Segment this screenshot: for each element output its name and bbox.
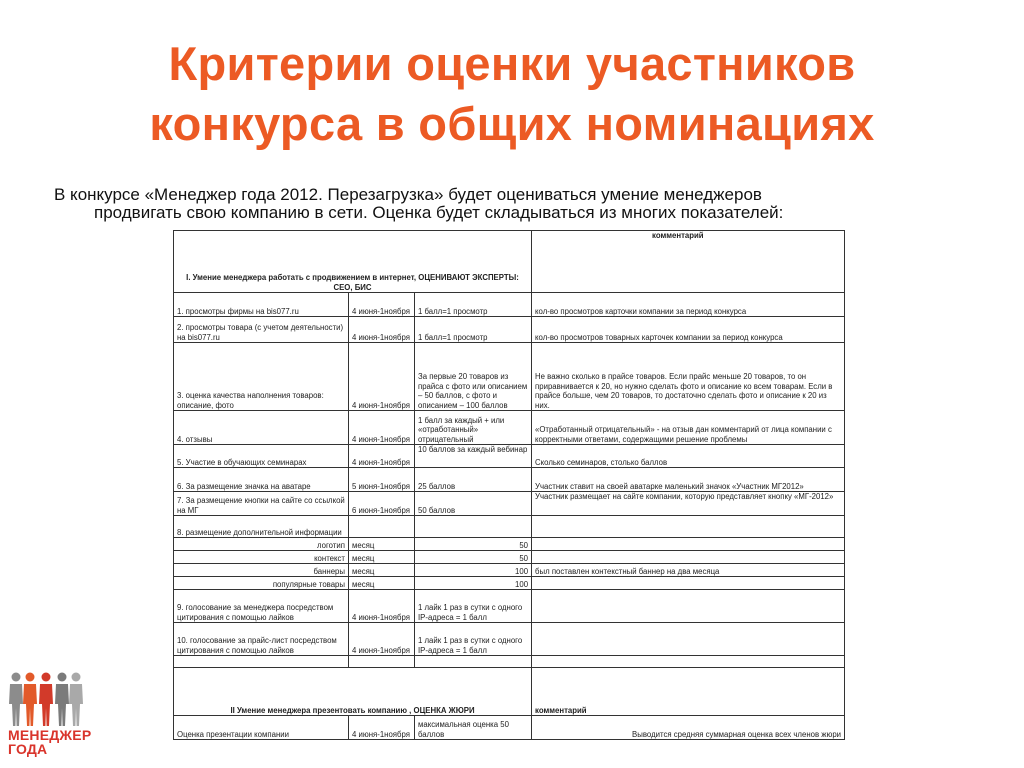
- row-name: 4. отзывы: [174, 411, 349, 445]
- row-comment: Участник размещает на сайте компании, которую представляет кнопку «МГ-2012»: [532, 492, 845, 516]
- section1-header: I. Умение менеджера работать с продвижением в интернет, ОЦЕНИВАЮТ ЭКСПЕРТЫ: СЕО, БИС: [174, 231, 532, 293]
- row-score: 1 балл за каждый + или «отработанный» отрицательный: [415, 411, 532, 445]
- section2-header: II Умение менеджера презентовать компанию , ОЦЕНКА ЖЮРИ: [174, 668, 532, 716]
- row-comment: Участник ставит на своей аватарке маленький значок «Участник МГ2012»: [532, 468, 845, 492]
- row-period: месяц: [349, 538, 415, 551]
- figure-head: [12, 673, 21, 682]
- figure-body: [39, 684, 53, 726]
- row-period: 6 июня-1ноября: [349, 492, 415, 516]
- row-name: логотип: [174, 538, 349, 551]
- row-name: 3. оценка качества наполнения товаров: описание, фото: [174, 343, 349, 411]
- row-name: 6. За размещение значка на аватаре: [174, 468, 349, 492]
- row-score: максимальная оценка 50 баллов: [415, 716, 532, 740]
- row-period: 4 июня-1ноября: [349, 411, 415, 445]
- table-row: [174, 293, 845, 317]
- table-row: [174, 577, 845, 590]
- row-comment: [532, 551, 845, 564]
- logo: [8, 668, 92, 764]
- table-row: [174, 343, 845, 411]
- title-line-1: Критерии оценки участников: [168, 37, 856, 90]
- figure-body: [9, 684, 23, 726]
- intro-line-2: продвигать свою компанию в сети. Оценка будет складываться из многих показателей:: [94, 203, 784, 222]
- table-row: [174, 656, 845, 668]
- row-period: месяц: [349, 564, 415, 577]
- criteria-table: [173, 230, 845, 740]
- row-comment: Сколько семинаров, столько баллов: [532, 445, 845, 468]
- table-row: [174, 538, 845, 551]
- section2-header-row: [174, 668, 845, 716]
- row-name: 10. голосование за прайс-лист посредством цитирования с помощью лайков: [174, 623, 349, 656]
- row-name: 1. просмотры фирмы на bis077.ru: [174, 293, 349, 317]
- table-row: [174, 445, 845, 468]
- row-comment: «Отработанный отрицательный» - на отзыв дан комментарий от лица компании с корректными ответами, содержащими решение проблемы: [532, 411, 845, 445]
- table-row: [174, 411, 845, 445]
- comment-header: комментарий: [532, 231, 845, 293]
- logo-line-2: ГОДА: [8, 741, 48, 757]
- row-period: 4 июня-1ноября: [349, 317, 415, 343]
- table-row: [174, 590, 845, 623]
- row-score: За первые 20 товаров из прайса с фото или описанием – 50 баллов, с фото и описанием – 100 баллов: [415, 343, 532, 411]
- table-row: [174, 492, 845, 516]
- table-row: [174, 551, 845, 564]
- row-period: 5 июня-1ноября: [349, 468, 415, 492]
- row-name: Оценка презентации компании: [174, 716, 349, 740]
- row-comment: [532, 623, 845, 656]
- row-name: 9. голосование за менеджера посредством цитирования с помощью лайков: [174, 590, 349, 623]
- table-row: [174, 516, 845, 538]
- row-period: 4 июня-1ноября: [349, 623, 415, 656]
- row-period: 4 июня-1ноября: [349, 293, 415, 317]
- table-row: [174, 716, 845, 740]
- row-score: 50 баллов: [415, 492, 532, 516]
- row-comment: Выводится средняя суммарная оценка всех членов жюри: [532, 716, 845, 740]
- row-name: популярные товары: [174, 577, 349, 590]
- row-comment: Не важно сколько в прайсе товаров. Если прайс меньше 20 товаров, то он приравнивается к 20, но нужно сделать фото и описание ко всем товарам. Если в прайсе больше, чем 20 товаров, то достаточно сделать фото и описание к 20 из них.: [532, 343, 845, 411]
- intro-text: [54, 186, 954, 222]
- row-comment: был поставлен контекстный баннер на два месяца: [532, 564, 845, 577]
- logo-line-1: МЕНЕДЖЕР: [8, 727, 92, 743]
- row-name: 5. Участие в обучающих семинарах: [174, 445, 349, 468]
- figure-head: [72, 673, 81, 682]
- figure-body: [55, 684, 69, 726]
- row-score: 10 баллов за каждый вебинар: [415, 445, 532, 468]
- row-score: 50: [415, 538, 532, 551]
- section2-comment-header: комментарий: [532, 668, 845, 716]
- row-period: месяц: [349, 551, 415, 564]
- figure-body: [69, 684, 83, 726]
- section1-header-row: [174, 231, 845, 293]
- row-score: 1 лайк 1 раз в сутки с одного IP-адреса = 1 балл: [415, 590, 532, 623]
- page-title: [0, 34, 1024, 154]
- figure-body: [23, 684, 37, 726]
- people-figures-icon: [8, 668, 88, 728]
- row-period: 4 июня-1ноября: [349, 445, 415, 468]
- figure-head: [42, 673, 51, 682]
- row-comment: [532, 538, 845, 551]
- title-line-2: конкурса в общих номинациях: [149, 97, 875, 150]
- row-name: 8. размещение дополнительной информации: [174, 516, 349, 538]
- figure-head: [58, 673, 67, 682]
- row-score: 25 баллов: [415, 468, 532, 492]
- row-period: 4 июня-1ноября: [349, 590, 415, 623]
- row-name: контекст: [174, 551, 349, 564]
- table-row: [174, 564, 845, 577]
- table-row: [174, 317, 845, 343]
- row-score: 100: [415, 577, 532, 590]
- intro-line-1: В конкурсе «Менеджер года 2012. Перезагрузка» будет оцениваться умение менеджеров: [54, 185, 762, 204]
- row-score: 50: [415, 551, 532, 564]
- table-row: [174, 623, 845, 656]
- table-row: [174, 468, 845, 492]
- row-name: 7. За размещение кнопки на сайте со ссылкой на МГ: [174, 492, 349, 516]
- row-name: баннеры: [174, 564, 349, 577]
- row-comment: кол-во просмотров товарных карточек компании за период конкурса: [532, 317, 845, 343]
- row-score: 100: [415, 564, 532, 577]
- row-score: 1 балл=1 просмотр: [415, 293, 532, 317]
- figure-head: [26, 673, 35, 682]
- row-comment: [532, 577, 845, 590]
- row-period: месяц: [349, 577, 415, 590]
- row-score: 1 лайк 1 раз в сутки с одного IP-адреса = 1 балл: [415, 623, 532, 656]
- row-comment: кол-во просмотров карточки компании за период конкурса: [532, 293, 845, 317]
- row-score: 1 балл=1 просмотр: [415, 317, 532, 343]
- row-period: 4 июня-1ноября: [349, 716, 415, 740]
- row-comment: [532, 590, 845, 623]
- row-period: 4 июня-1ноября: [349, 343, 415, 411]
- row-name: 2. просмотры товара (с учетом деятельности) на bis077.ru: [174, 317, 349, 343]
